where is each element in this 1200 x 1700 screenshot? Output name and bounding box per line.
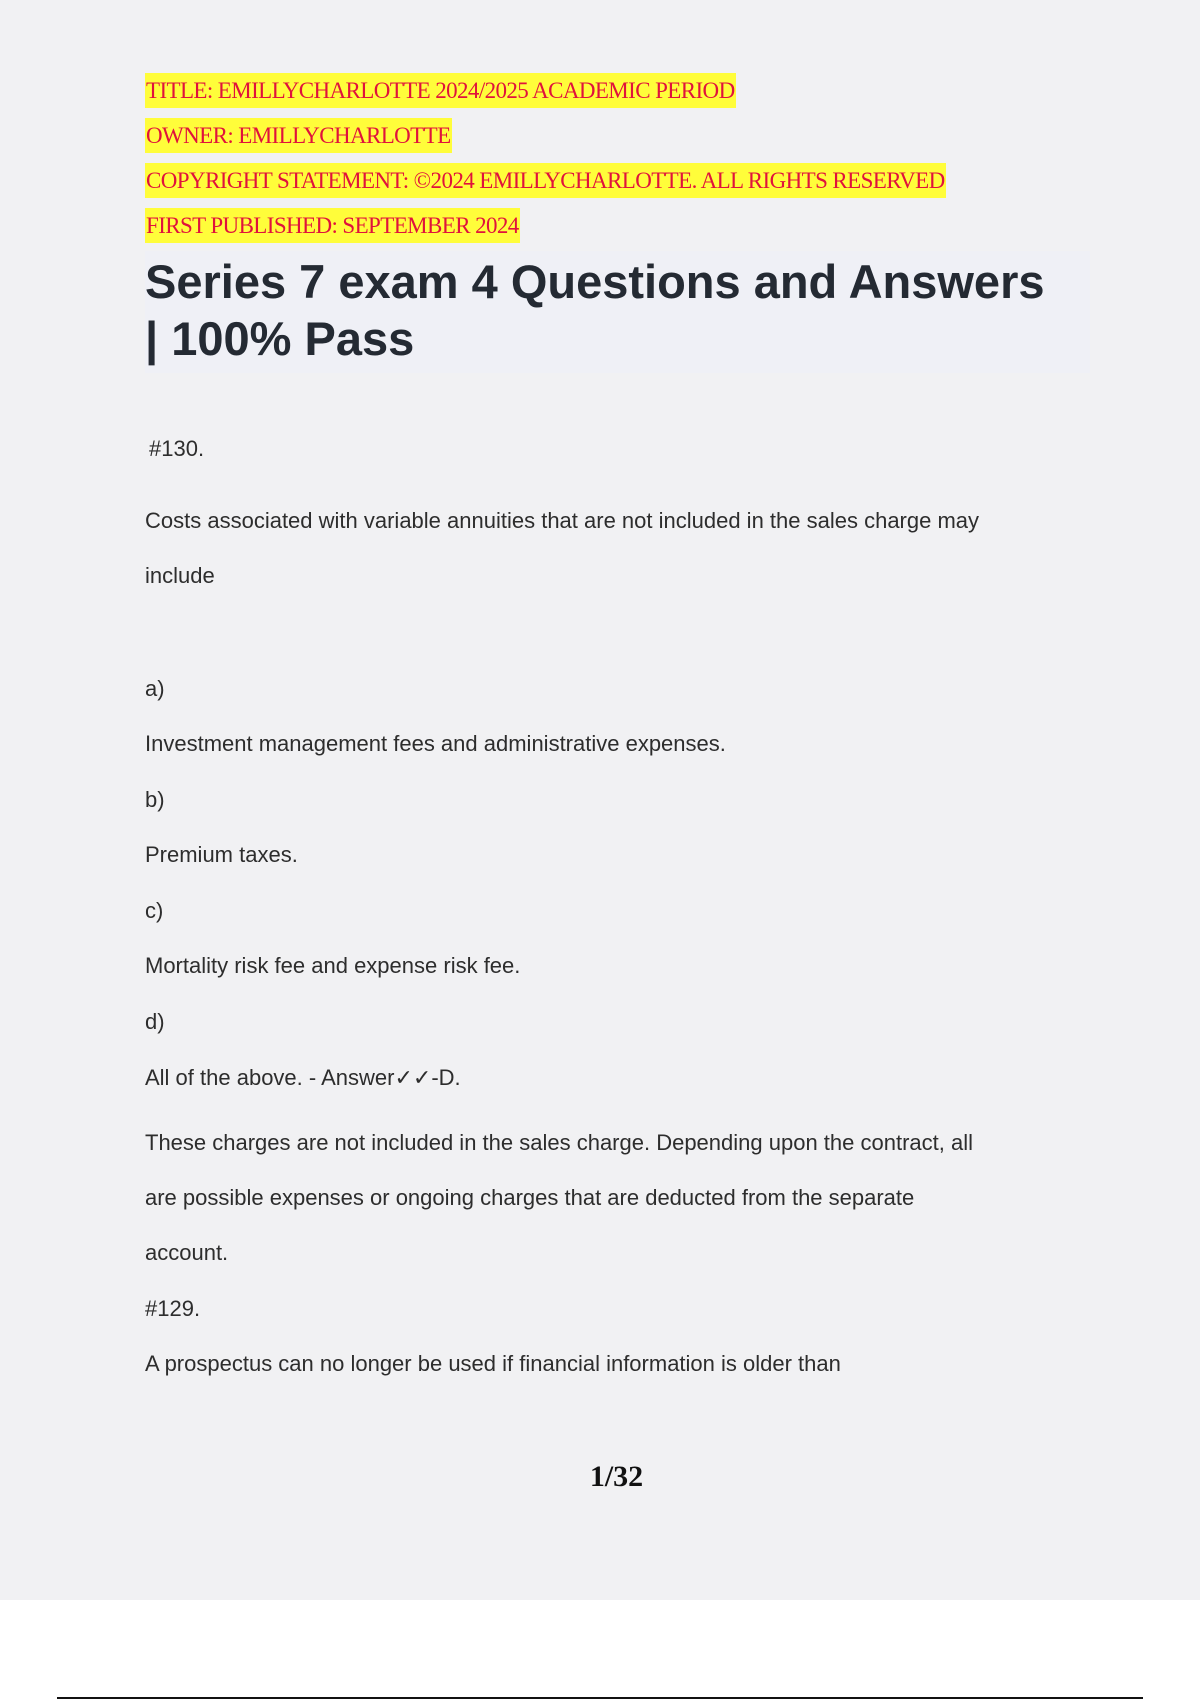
next-question-number: #129.	[145, 1296, 201, 1321]
metadata-published	[145, 203, 946, 248]
explanation-line-2: are possible expenses or ongoing charges that are deducted from the separate	[145, 1185, 915, 1210]
metadata-owner	[145, 113, 946, 158]
next-question-prompt: A prospectus can no longer be used if financial information is older than	[145, 1351, 841, 1376]
page-title	[145, 251, 1090, 373]
option-a-text: Investment management fees and administrative expenses.	[145, 731, 726, 756]
option-a-letter: a)	[145, 676, 165, 701]
explanation-line-3: account.	[145, 1240, 229, 1265]
question-prompt-line-2: include	[145, 563, 215, 588]
question-prompt-line-1: Costs associated with variable annuities that are not included in the sales charge may	[145, 508, 980, 533]
option-c-text: Mortality risk fee and expense risk fee.	[145, 953, 521, 978]
metadata-title	[145, 68, 946, 113]
metadata-copyright-text: COPYRIGHT STATEMENT: ©2024 EMILLYCHARLOTTE. ALL RIGHTS RESERVED	[145, 163, 946, 198]
page-title-line-2: | 100% Pass	[145, 312, 415, 365]
option-b-text: Premium taxes.	[145, 842, 298, 867]
option-d-text-with-answer: All of the above. - Answer✓✓-D.	[145, 1065, 461, 1090]
document-metadata	[145, 68, 946, 248]
metadata-published-text: FIRST PUBLISHED: SEPTEMBER 2024	[145, 208, 520, 243]
page-title-line-1: Series 7 exam 4 Questions and Answers	[145, 255, 1045, 308]
footer-divider	[57, 1697, 1143, 1699]
metadata-owner-text: OWNER: EMILLYCHARLOTTE	[145, 118, 452, 153]
option-d-letter: d)	[145, 1009, 165, 1034]
option-b-letter: b)	[145, 787, 165, 812]
option-c-letter: c)	[145, 898, 164, 923]
explanation-line-1: These charges are not included in the sales charge. Depending upon the contract, all	[145, 1130, 973, 1155]
metadata-copyright	[145, 158, 946, 203]
question-number: #130.	[149, 436, 205, 461]
page-number: 1/32	[589, 1460, 644, 1493]
metadata-title-text: TITLE: EMILLYCHARLOTTE 2024/2025 ACADEMIC PERIOD	[145, 73, 736, 108]
